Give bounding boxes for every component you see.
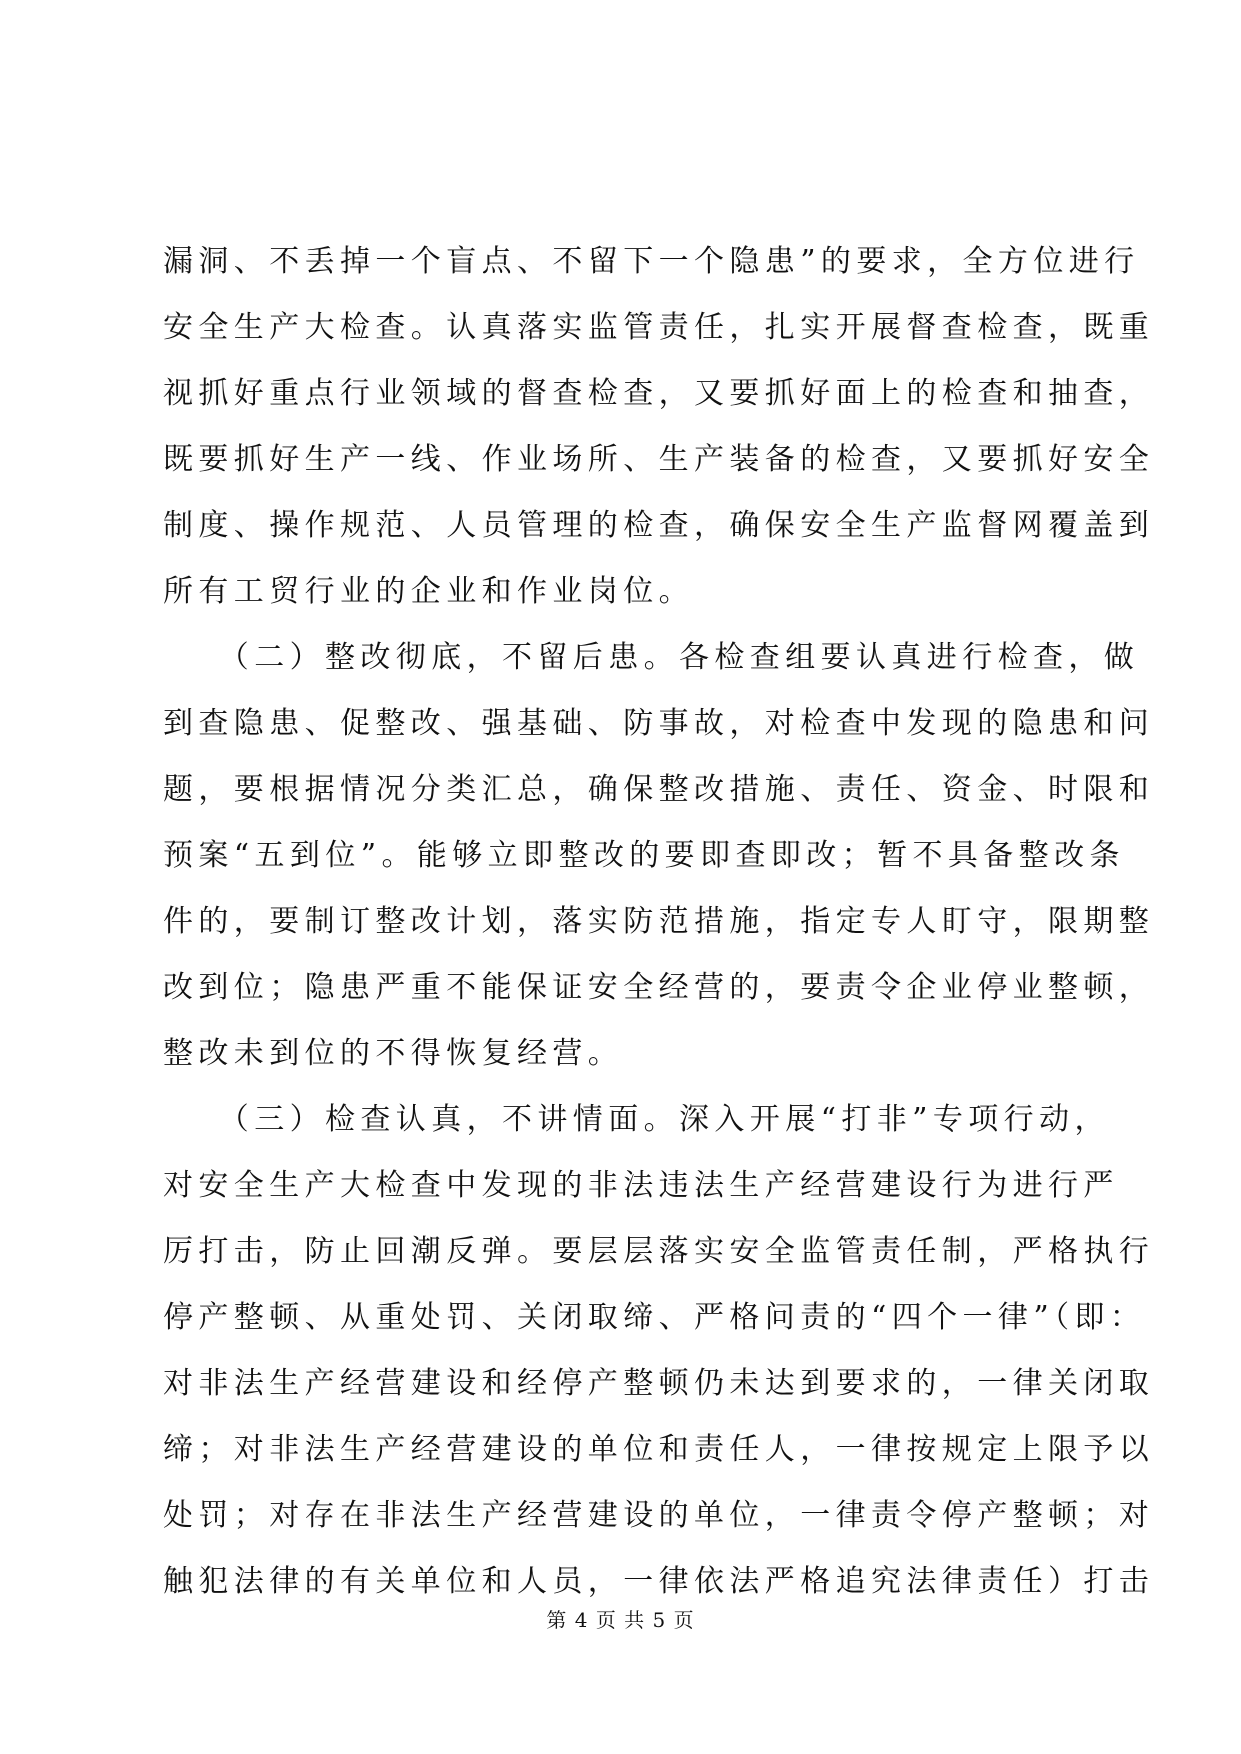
text-line: 题，要根据情况分类汇总，确保整改措施、责任、资金、时限和 (163, 772, 1155, 807)
document-body (163, 229, 1155, 1615)
text-line: 整改未到位的不得恢复经营。 (163, 1036, 624, 1071)
text-line: 制度、操作规范、人员管理的检查，确保安全生产监督网覆盖到 (163, 508, 1155, 543)
text-line: 到查隐患、促整改、强基础、防事故，对检查中发现的隐患和问 (163, 706, 1155, 741)
text-line: 改到位；隐患严重不能保证安全经营的，要责令企业停业整顿， (163, 970, 1155, 1005)
text-line: 预案“五到位”。能够立即整改的要即查即改；暂不具备整改条 (163, 838, 1125, 873)
text-line: 缔；对非法生产经营建设的单位和责任人，一律按规定上限予以 (163, 1432, 1155, 1467)
text-line: 对安全生产大检查中发现的非法违法生产经营建设行为进行严 (163, 1168, 1119, 1203)
text-line: 既要抓好生产一线、作业场所、生产装备的检查，又要抓好安全 (163, 442, 1155, 477)
text-line: 所有工贸行业的企业和作业岗位。 (163, 574, 694, 609)
text-line: 对非法生产经营建设和经停产整顿仍未达到要求的，一律关闭取 (163, 1366, 1155, 1401)
text-line: 触犯法律的有关单位和人员，一律依法严格追究法律责任）打击 (163, 1564, 1155, 1599)
text-line: 件的，要制订整改计划，落实防范措施，指定专人盯守，限期整 (163, 904, 1155, 939)
text-line: 安全生产大检查。认真落实监管责任，扎实开展督查检查，既重 (163, 310, 1155, 345)
text-line: 视抓好重点行业领域的督查检查，又要抓好面上的检查和抽查， (163, 376, 1155, 411)
page-number-footer: 第 4 页 共 5 页 (546, 1608, 695, 1632)
text-line: 停产整顿、从重处罚、关闭取缔、严格问责的“四个一律”（即： (163, 1300, 1146, 1335)
paragraph-2-start: （二）整改彻底，不留后患。各检查组要认真进行检查，做 (163, 640, 1140, 675)
text-line: 处罚；对存在非法生产经营建设的单位，一律责令停产整顿；对 (163, 1498, 1155, 1533)
paragraph-3-start: （三）检查认真，不讲情面。深入开展“打非”专项行动， (163, 1102, 1110, 1137)
text-line: 厉打击，防止回潮反弹。要层层落实安全监管责任制，严格执行 (163, 1234, 1155, 1269)
text-line: 漏洞、不丢掉一个盲点、不留下一个隐患”的要求，全方位进行 (163, 244, 1140, 279)
